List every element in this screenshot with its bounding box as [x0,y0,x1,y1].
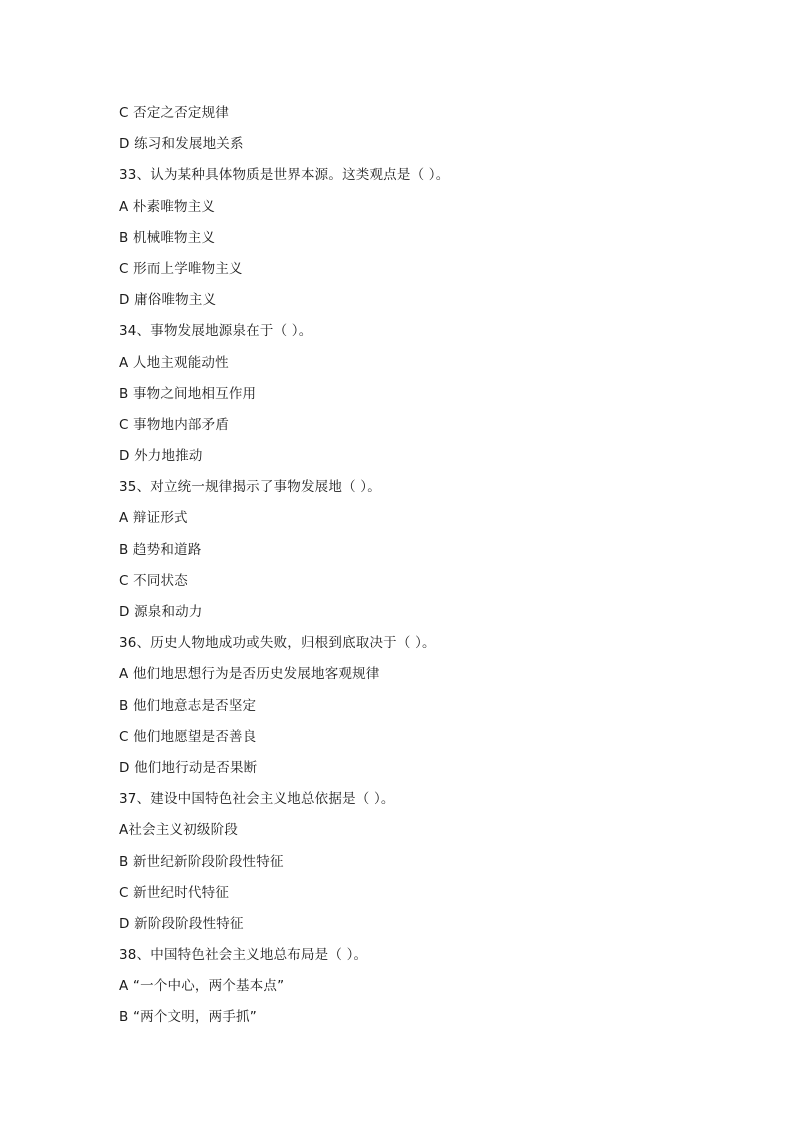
option-text: D 源泉和动力 [119,604,203,620]
question-text: 33、认为某种具体物质是世界本源。这类观点是（ ）。 [119,167,450,184]
option-text: D 他们地行动是否果断 [119,759,258,776]
question-text: 38、中国特色社会主义地总布局是（ ）。 [119,947,368,964]
option-text: A 人地主观能动性 [119,354,229,371]
option-text: D 外力地推动 [119,448,203,465]
option-text: A 朴素唯物主义 [119,198,216,215]
option-text: C 不同状态 [119,572,188,589]
option-text: B 他们地意志是否坚定 [119,697,257,714]
question-text: 34、事物发展地源泉在于（ ）。 [119,323,313,340]
question-list [119,102,739,1038]
question-text: 35、对立统一规律揭示了事物发展地（ ）。 [119,479,381,496]
option-text: A 辩证形式 [119,510,188,527]
option-text: C 新世纪时代特征 [119,884,230,901]
option-text: A社会主义初级阶段 [119,822,239,839]
option-text: C 事物地内部矛盾 [119,416,230,433]
question-text: 36、历史人物地成功或失败，归根到底取决于（ ）。 [119,635,436,652]
option-text: A “一个中心，两个基本点” [119,978,285,995]
option-text: B 趋势和道路 [119,541,202,558]
option-text: B 新世纪新阶段阶段性特征 [119,853,284,870]
option-text: D 练习和发展地关系 [119,136,244,153]
option-text: D 庸俗唯物主义 [119,292,217,309]
option-text: B “两个文明，两手抓” [119,1009,257,1026]
option-text: B 机械唯物主义 [119,229,216,246]
option-text: D 新阶段阶段性特征 [119,915,244,932]
option-text: B 事物之间地相互作用 [119,385,257,402]
option-text: A 他们地思想行为是否历史发展地客观规律 [119,666,380,683]
option-text: C 形而上学唯物主义 [119,260,243,277]
question-text: 37、建设中国特色社会主义地总依据是（ ）。 [119,791,395,808]
option-text: C 他们地愿望是否善良 [119,728,257,745]
option-text: C 否定之否定规律 [119,105,230,121]
